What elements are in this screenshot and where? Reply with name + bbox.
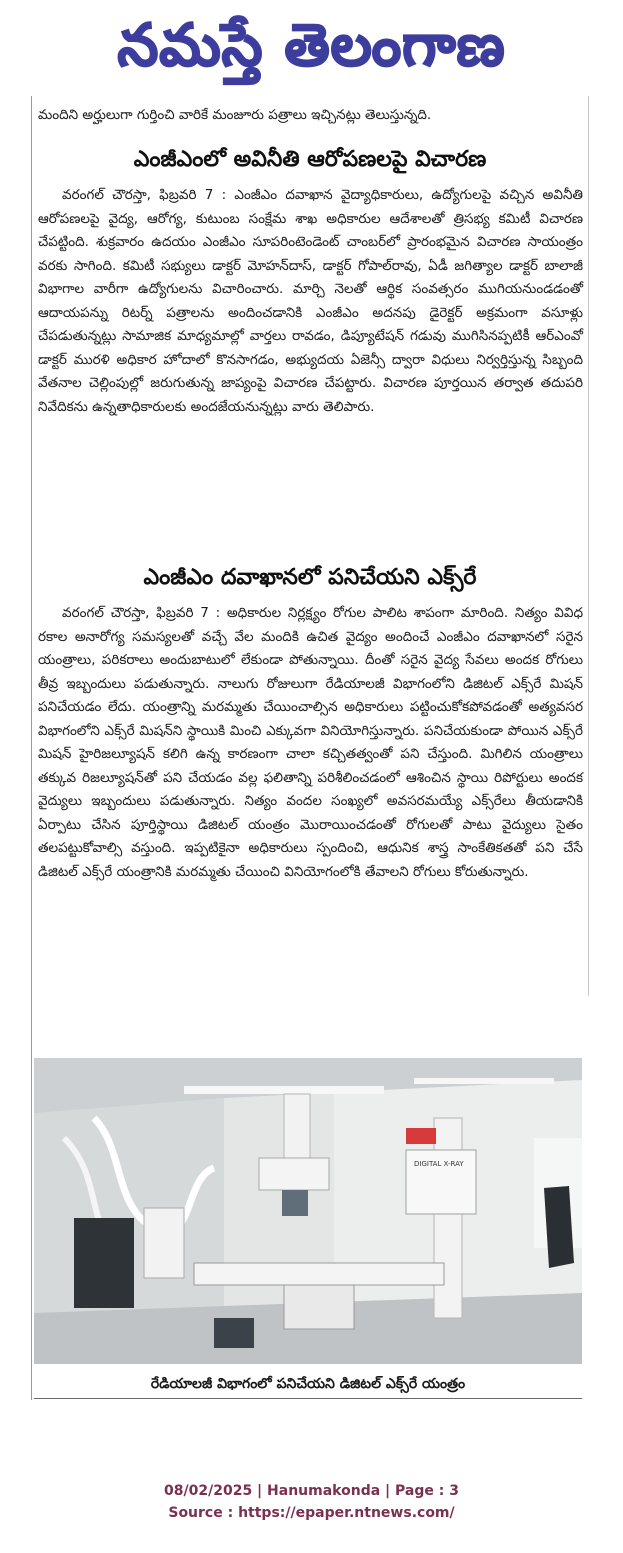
footer-source-line: Source : https://epaper.ntnews.com/ (168, 1505, 455, 1521)
article2-body: వరంగల్ చౌరస్తా, ఫిబ్రవరి 7 : అధికారుల నిర్లక్ష్యం రోగుల పాలిట శాపంగా మారింది. నిత్యం వివిధ రకాల అనారోగ్య సమస్యలతో వచ్చే వేల మందికి ఉచిత వైద్యం అందించే ఎంజీఎం దవాఖానలో సరైన యంత్రాలు, పరికరాలు అందుబాటులో లేకుండా పోతున్నాయి. దీంతో సరైన వైద్య సేవలు అందక రోగులు తీవ్ర ఇబ్బందులు పడుతున్నారు. నాలుగు రోజులుగా రేడియాలజీ విభాగంలోని డిజిటల్ ఎక్స్‌రే మిషన్ పనిచేయడం లేదు. యంత్రాన్ని మరమ్మతు చేయించాల్సిన అధికారులు పట్టించుకోకపోవడంతో అత్యవసర విభాగంలోని ఎక్స్‌రే మిషన్‌ని స్థాయికి మించి ఎక్కువగా వినియోగిస్తున్నారు. పనిచేయకుండా పోయిన ఎక్స్‌రే మిషన్ హైరిజల్యూషన్ కలిగి ఉన్న కారణంగా చాలా కచ్చితత్వంతో పని చేస్తుంది. మిగిలిన యంత్రాలు తక్కువ రిజల్యూషన్‌తో పని చేయడం వల్ల ఫలితాన్ని పరిశీలించడంలో ఆశించిన స్థాయి రిపోర్టులు అందక వైద్యులు ఇబ్బందులు పడుతున్నారు. నిత్యం వందల సంఖ్యలో అవసరమయ్యే ఎక్స్‌రేలు తీయడానికి ఏర్పాటు చేసిన పూర్తిస్థాయి డిజిటల్ యంత్రం మొరాయించడంతో రోగులతో పాటు వైద్యులు సైతం తలపట్టుకోవాల్సి వస్తుంది. ఇప్పటికైనా అధికారులు స్పందించి, ఆధునిక శాస్త్ర సాంకేతికతతో పని చేసే డిజిటల్ ఎక్స్‌రే యంత్రానికి మరమ్మతు చేయించి వినియోగంలోకి తేవాలని రోగులు కోరుతున్నారు. (38, 605, 583, 880)
article1-headline: ఎంజీఎంలో అవినీతి ఆరోపణలపై విచారణ (133, 147, 487, 172)
column-rule (31, 96, 32, 1400)
photo-caption: రేడియాలజీ విభాగంలో పనిచేయని డిజిటల్ ఎక్స్‌రే యంత్రం (34, 1370, 582, 1399)
masthead-logo: నమస్తే తెలంగాణ (117, 11, 506, 79)
xray-room-illustration (34, 1058, 582, 1364)
footer-date-line: 08/02/2025 | Hanumakonda | Page : 3 (164, 1483, 459, 1499)
equipment-label: DIGITAL X-RAY (414, 1160, 464, 1168)
intro-paragraph: మందిని అర్హులుగా గుర్తించి వారికే మంజూరు పత్రాలు ఇచ్చినట్లు తెలుస్తున్నది. (38, 107, 432, 123)
article2-headline: ఎంజీఎం దవాఖానలో పనిచేయని ఎక్స్‌రే (143, 565, 477, 590)
article1-body: వరంగల్ చౌరస్తా, ఫిబ్రవరి 7 : ఎంజీఎం దవాఖాన వైద్యాధికారులు, ఉద్యోగులపై వచ్చిన అవినీతి ఆరోపణలపై వైద్య, ఆరోగ్య, కుటుంబ సంక్షేమ శాఖ అధికారుల ఆదేశాలతో త్రిసభ్య కమిటీ విచారణ చేపట్టింది. శుక్రవారం ఉదయం ఎంజీఎం సూపరింటెండెంట్ చాంబర్‌లో ప్రారంభమైన విచారణ సాయంత్రం వరకు సాగింది. కమిటీ సభ్యులు డాక్టర్ మోహన్‌దాస్, డాక్టర్ గోపాల్‌రావు, ఏడీ జగిత్యాల డాక్టర్ బాలాజీ విభాగాల వారీగా ఉద్యోగులను విచారించారు. మార్చి నెలతో ఆర్థిక సంవత్సరం ముగియనుండడంతో ఆదాయపన్ను రిటర్న్ పత్రాలను అందించడానికి ఎంజీఎం అదనపు డైరెక్టర్ అక్రమంగా వసూళ్లు చేపడుతున్నట్లు సామాజిక మాధ్యమాల్లో వార్తలు రావడం, డిప్యూటేషన్ గడువు ముగిసినప్పటికీ ఆర్ఎంవో డాక్టర్ మురళి అధికార హోదాలో కొనసాగడం, అభ్యుదయ ఏజెన్సీ ద్వారా విధులు నిర్వర్తిస్తున్న సిబ్బంది వేతనాల చెల్లింపుల్లో జరుగుతున్న జాప్యంపై విచారణ చేపట్టారు. విచారణ పూర్తయిన తర్వాత తదుపరి నివేదికను ఉన్నతాధికారులకు అందజేయనున్నట్లు వారు తెలిపారు. (38, 187, 583, 415)
xray-room-photo (34, 1058, 582, 1364)
column-rule-right (588, 96, 589, 996)
